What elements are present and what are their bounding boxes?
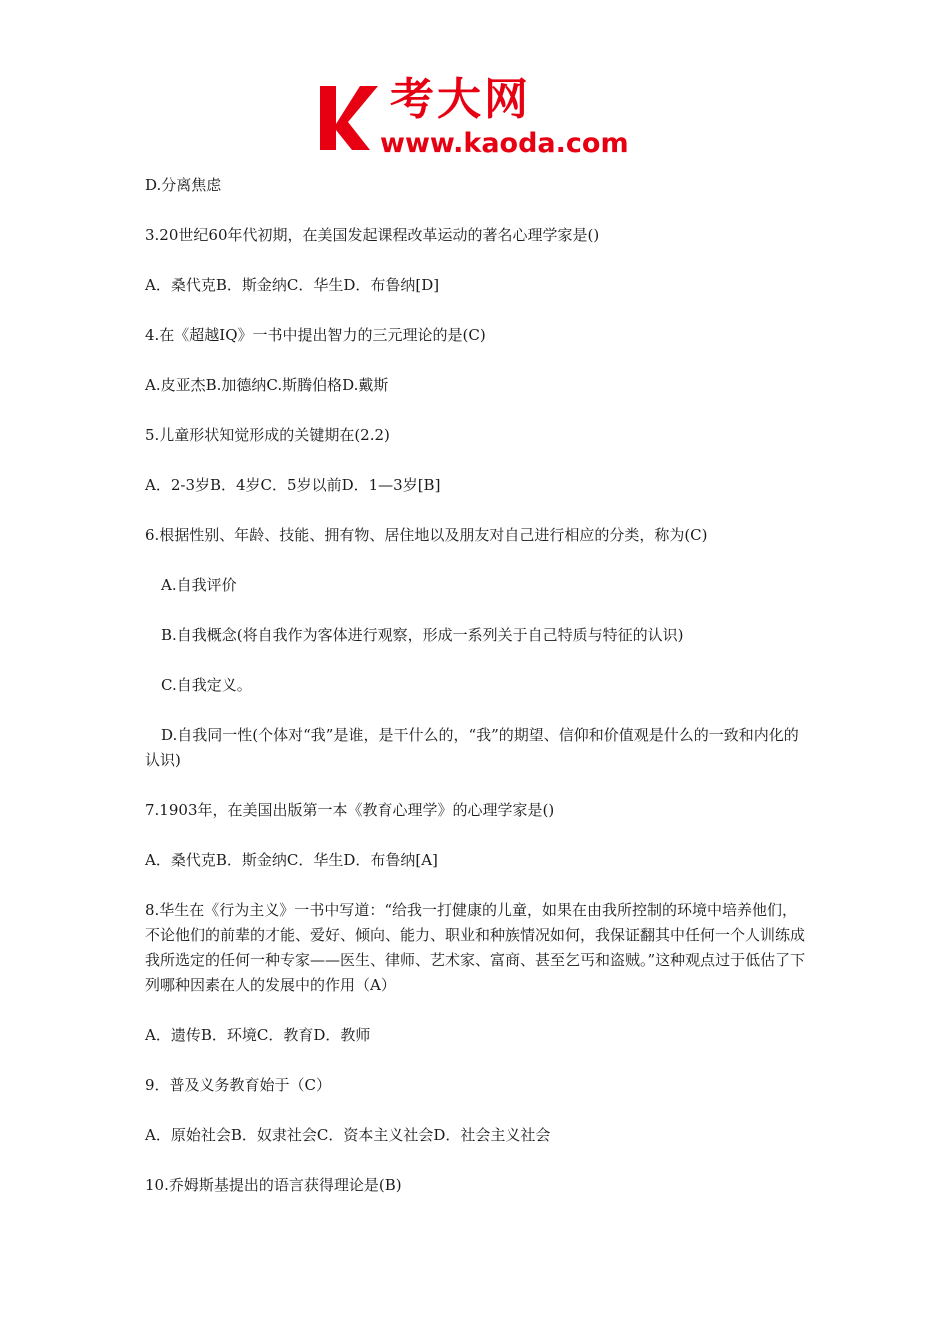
logo-brand-url: www.kaoda.com [380,128,629,159]
question-9-options: A．原始社会B．奴隶社会C．资本主义社会D．社会主义社会 [145,1126,551,1144]
question-10: 10.乔姆斯基提出的语言获得理论是(B) [145,1176,402,1194]
logo-brand-name: 考大网 [390,74,531,125]
question-8: 8.华生在《行为主义》一书中写道：“给我一打健康的儿童，如果在由我所控制的环境中培养他们，不论他们的前辈的才能、爱好、倾向、能力、职业和种族情况如何，我保证翻其中任何一个人训练成我所选定的任何一种专家——医生、律师、艺术家、富商、甚至乞丐和盗贼。”这种观点过于低估了下列哪种因素在人的发展中的作用（A） [145,901,806,994]
k-logo-icon [318,84,380,152]
question-6-option-d: D.自我同一性(个体对“我”是谁，是干什么的，“我”的期望、信仰和价值观是什么的一致和内化的认识) [145,726,799,769]
question-7-options: A．桑代克B．斯金纳C．华生D．布鲁纳[A] [145,851,438,869]
question-5: 5.儿童形状知觉形成的关键期在(2.2) [145,426,390,444]
question-4: 4.在《超越IQ》一书中提出智力的三元理论的是(C) [145,326,486,344]
question-6-option-b: B.自我概念(将自我作为客体进行观察，形成一系列关于自己特质与特征的认识) [161,626,684,644]
question-9: 9．普及义务教育始于（C） [145,1076,332,1094]
option-line: D.分离焦虑 [145,176,222,194]
question-5-options: A．2-3岁B．4岁C．5岁以前D．1—3岁[B] [145,476,441,494]
question-6-option-c: C.自我定义。 [161,676,252,694]
document-body [145,173,810,1198]
question-4-options: A.皮亚杰B.加德纳C.斯腾伯格D.戴斯 [145,376,389,394]
question-3: 3.20世纪60年代初期，在美国发起课程改革运动的著名心理学家是() [145,226,600,244]
kaoda-logo [318,74,638,160]
question-8-options: A．遗传B．环境C．教育D．教师 [145,1026,371,1044]
question-3-options: A．桑代克B．斯金纳C．华生D．布鲁纳[D] [145,276,440,294]
question-6-option-a: A.自我评价 [161,576,237,594]
question-6: 6.根据性别、年龄、技能、拥有物、居住地以及朋友对自己进行相应的分类，称为(C) [145,526,708,544]
question-7: 7.1903年，在美国出版第一本《教育心理学》的心理学家是() [145,801,555,819]
